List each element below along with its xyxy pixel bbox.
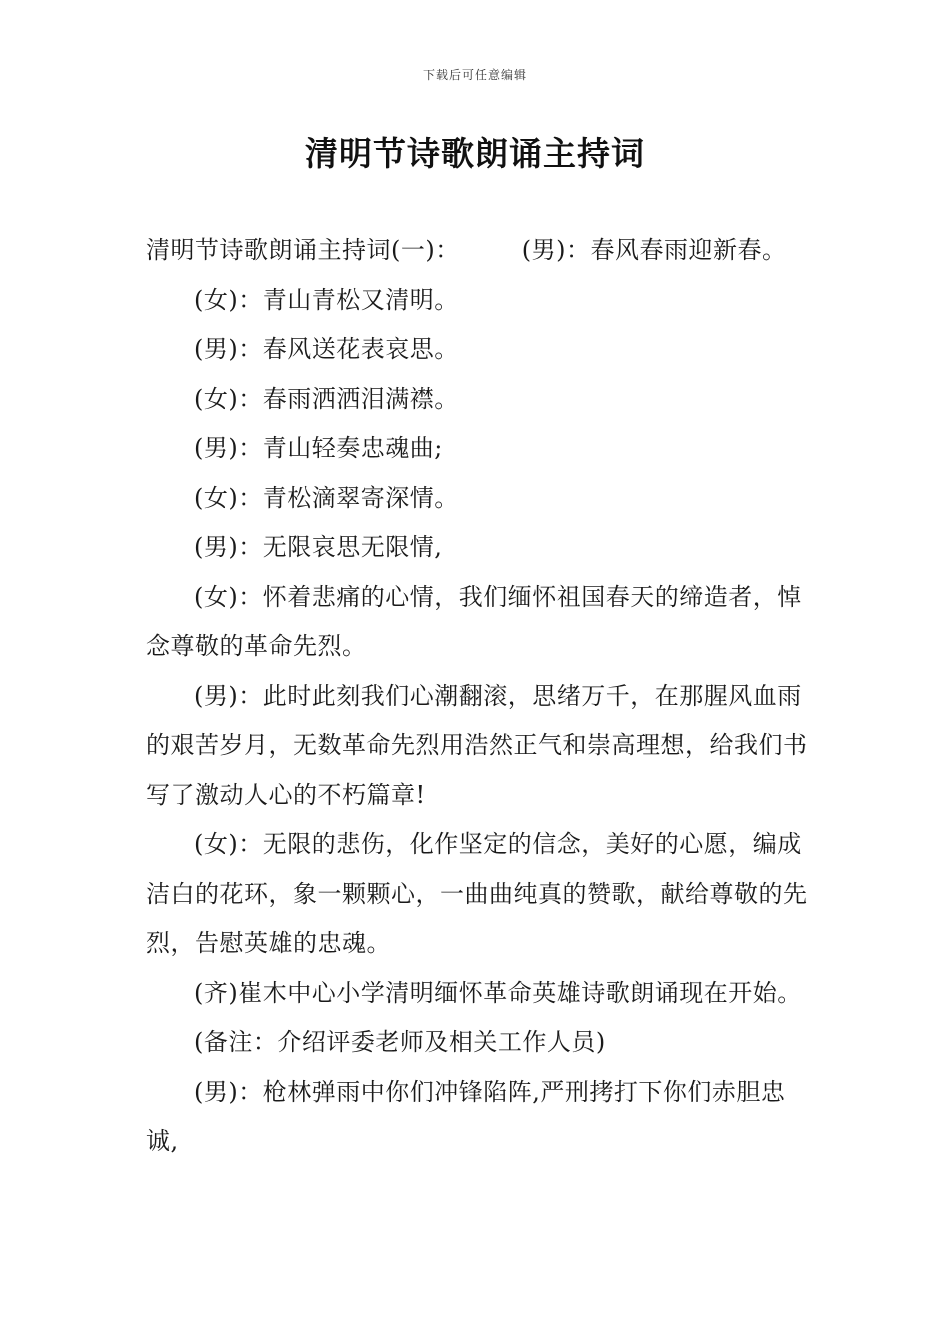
- paragraph-12: (男)：枪林弹雨中你们冲锋陷阵,严刑拷打下你们赤胆忠诚,: [146, 1077, 786, 1155]
- intro-line: (男)：春风春雨迎新春。: [521, 236, 787, 264]
- paragraph-8: (男)：此时此刻我们心潮翻滚，思绪万千，在那腥风血雨的艰苦岁月，无数革命先烈用浩然正气和崇高理想，给我们书写了激动人心的不朽篇章!: [146, 681, 808, 809]
- page-title: 清明节诗歌朗诵主持词: [305, 134, 645, 173]
- header-note: 下载后可任意编辑: [422, 68, 527, 82]
- paragraph-6: (男)：无限哀思无限情,: [194, 533, 443, 561]
- document-body: [146, 226, 816, 1167]
- paragraph-9: (女)：无限的悲伤，化作坚定的信念，美好的心愿，编成洁白的花环，象一颗颗心，一曲曲纯真的赞歌，献给尊敬的先烈，告慰英雄的忠魂。: [146, 830, 808, 957]
- paragraph-1: (女)：青山青松又清明。: [194, 285, 459, 314]
- paragraph-2: (男)：春风送花表哀思。: [194, 335, 459, 363]
- paragraph-10: (齐)崔木中心小学清明缅怀革命英雄诗歌朗诵现在开始。: [194, 978, 802, 1007]
- paragraph-5: (女)：青松滴翠寄深情。: [194, 483, 459, 512]
- paragraph-7: (女)：怀着悲痛的心情，我们缅怀祖国春天的缔造者，悼念尊敬的革命先烈。: [146, 582, 802, 660]
- intro-label: 清明节诗歌朗诵主持词(一)：: [146, 236, 460, 264]
- paragraph-11: (备注：介绍评委老师及相关工作人员): [194, 1028, 606, 1056]
- paragraph-3: (女)：春雨洒洒泪满襟。: [194, 384, 459, 413]
- intro-paragraph: [146, 226, 816, 276]
- paragraph-4: (男)：青山轻奏忠魂曲;: [194, 434, 443, 462]
